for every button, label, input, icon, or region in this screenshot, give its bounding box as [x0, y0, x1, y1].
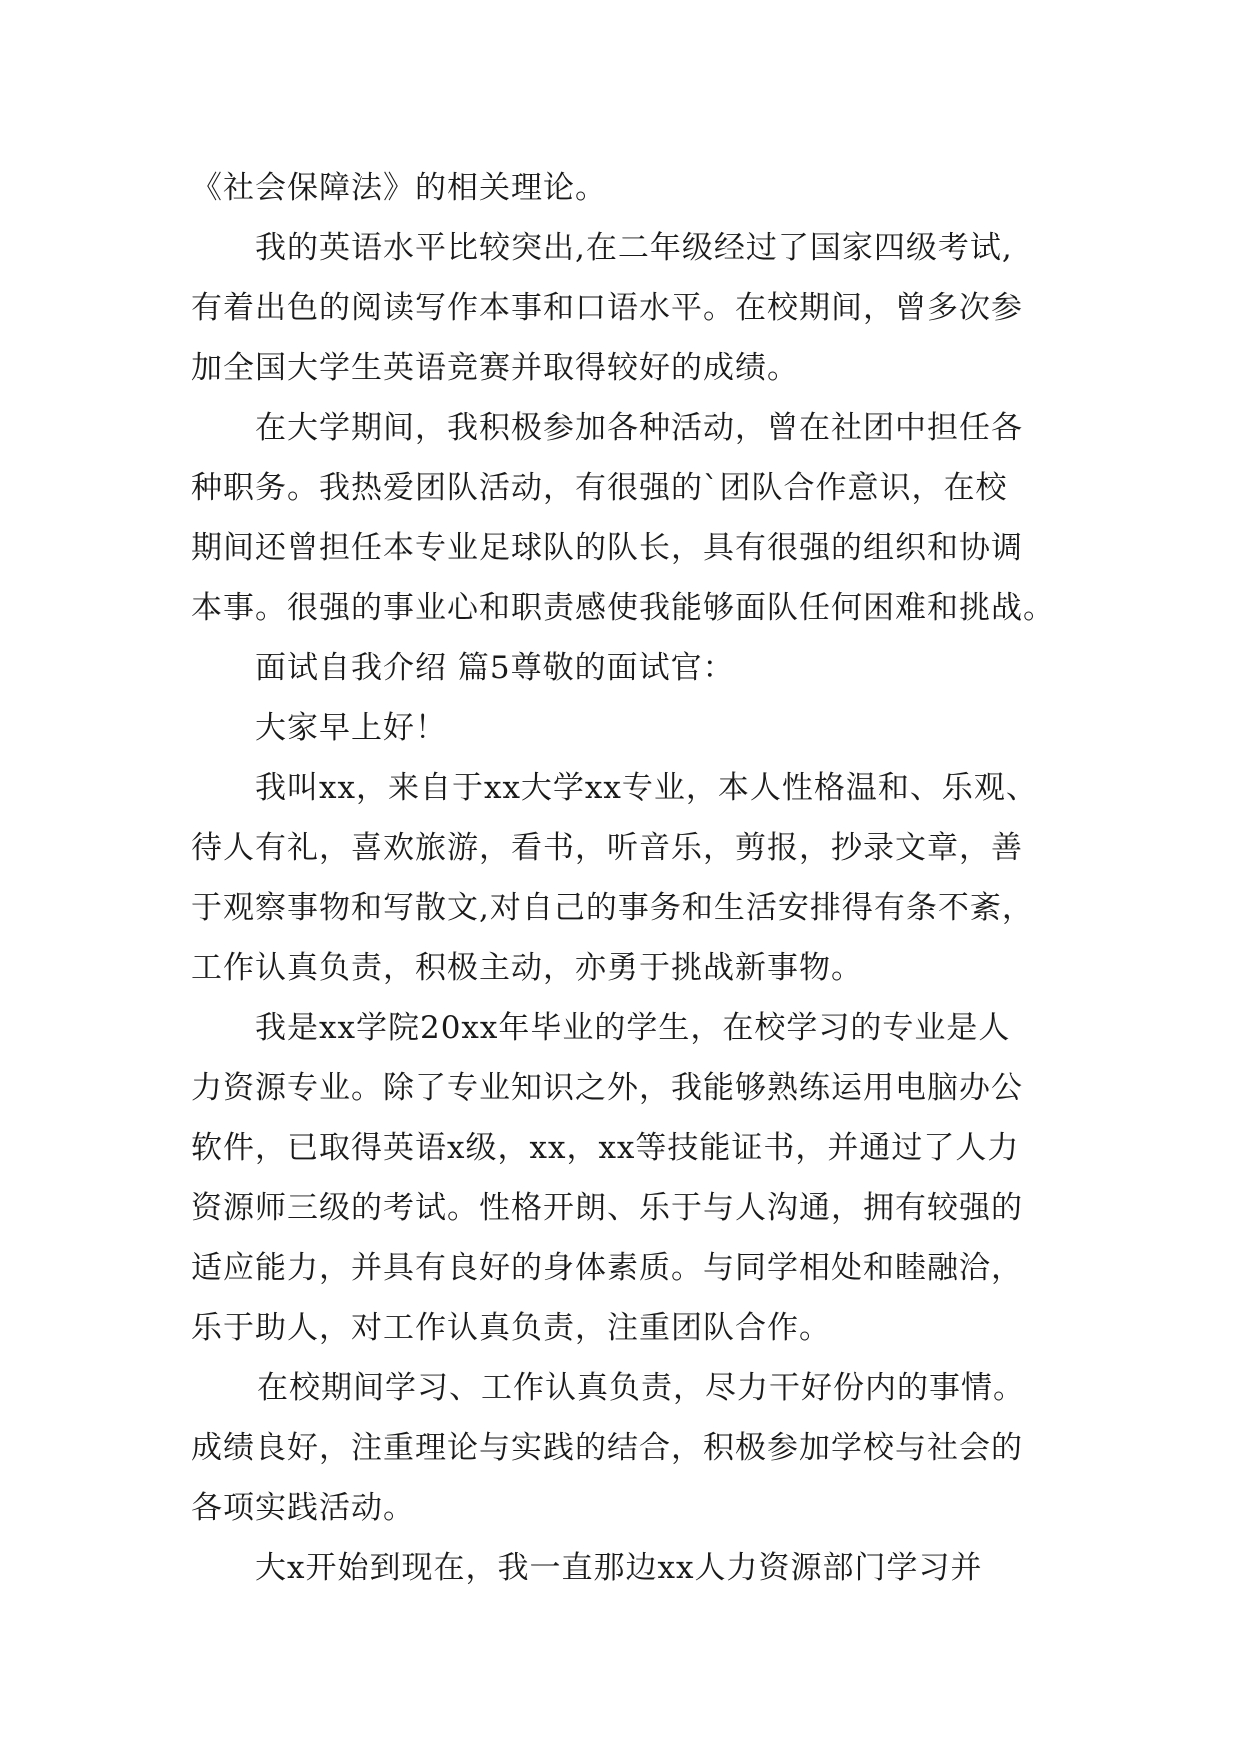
text-line: 适应能力，并具有良好的身体素质。与同学相处和睦融洽，	[191, 1250, 1023, 1286]
paragraph-first-line: 在校期间学习、工作认真负责，尽力干好份内的事情。	[257, 1370, 1025, 1406]
paragraph-first-line: 大x开始到现在，我一直那边xx人力资源部门学习并	[255, 1550, 983, 1586]
section-heading: 面试自我介绍 篇5尊敬的面试官：	[255, 650, 735, 686]
paragraph-first-line: 在大学期间，我积极参加各种活动，曾在社团中担任各	[255, 410, 1023, 446]
text-line: 力资源专业。除了专业知识之外，我能够熟练运用电脑办公	[191, 1070, 1023, 1106]
text-line: 待人有礼，喜欢旅游，看书，听音乐，剪报，抄录文章，善	[191, 830, 1023, 866]
text-line: 本事。很强的事业心和职责感使我能够面队任何困难和挑战。	[191, 590, 1055, 626]
text-line: 种职务。我热爱团队活动，有很强的`团队合作意识，在校	[191, 470, 1008, 506]
text-line: 资源师三级的考试。性格开朗、乐于与人沟通，拥有较强的	[191, 1190, 1023, 1226]
text-line: 于观察事物和写散文,对自己的事务和生活安排得有条不紊，	[191, 890, 1034, 926]
text-line: 有着出色的阅读写作本事和口语水平。在校期间，曾多次参	[191, 290, 1023, 326]
paragraph-first-line: 我的英语水平比较突出,在二年级经过了国家四级考试,	[255, 230, 1013, 266]
text-line: 各项实践活动。	[191, 1490, 415, 1526]
text-line: 加全国大学生英语竞赛并取得较好的成绩。	[191, 350, 799, 386]
text-line: 乐于助人，对工作认真负责，注重团队合作。	[191, 1310, 831, 1346]
text-line: 软件，已取得英语x级，xx，xx等技能证书，并通过了人力	[191, 1130, 1020, 1166]
paragraph-first-line: 我是xx学院20xx年毕业的学生，在校学习的专业是人	[255, 1010, 1011, 1046]
text-line: 工作认真负责，积极主动，亦勇于挑战新事物。	[191, 950, 863, 986]
greeting-line: 大家早上好！	[255, 710, 447, 746]
document-body	[191, 158, 1091, 1598]
text-line: 《社会保障法》的相关理论。	[191, 170, 607, 206]
text-line: 成绩良好，注重理论与实践的结合，积极参加学校与社会的	[191, 1430, 1023, 1466]
paragraph-first-line: 我叫xx，来自于xx大学xx专业，本人性格温和、乐观、	[255, 770, 1038, 806]
text-line: 期间还曾担任本专业足球队的队长，具有很强的组织和协调	[191, 530, 1023, 566]
